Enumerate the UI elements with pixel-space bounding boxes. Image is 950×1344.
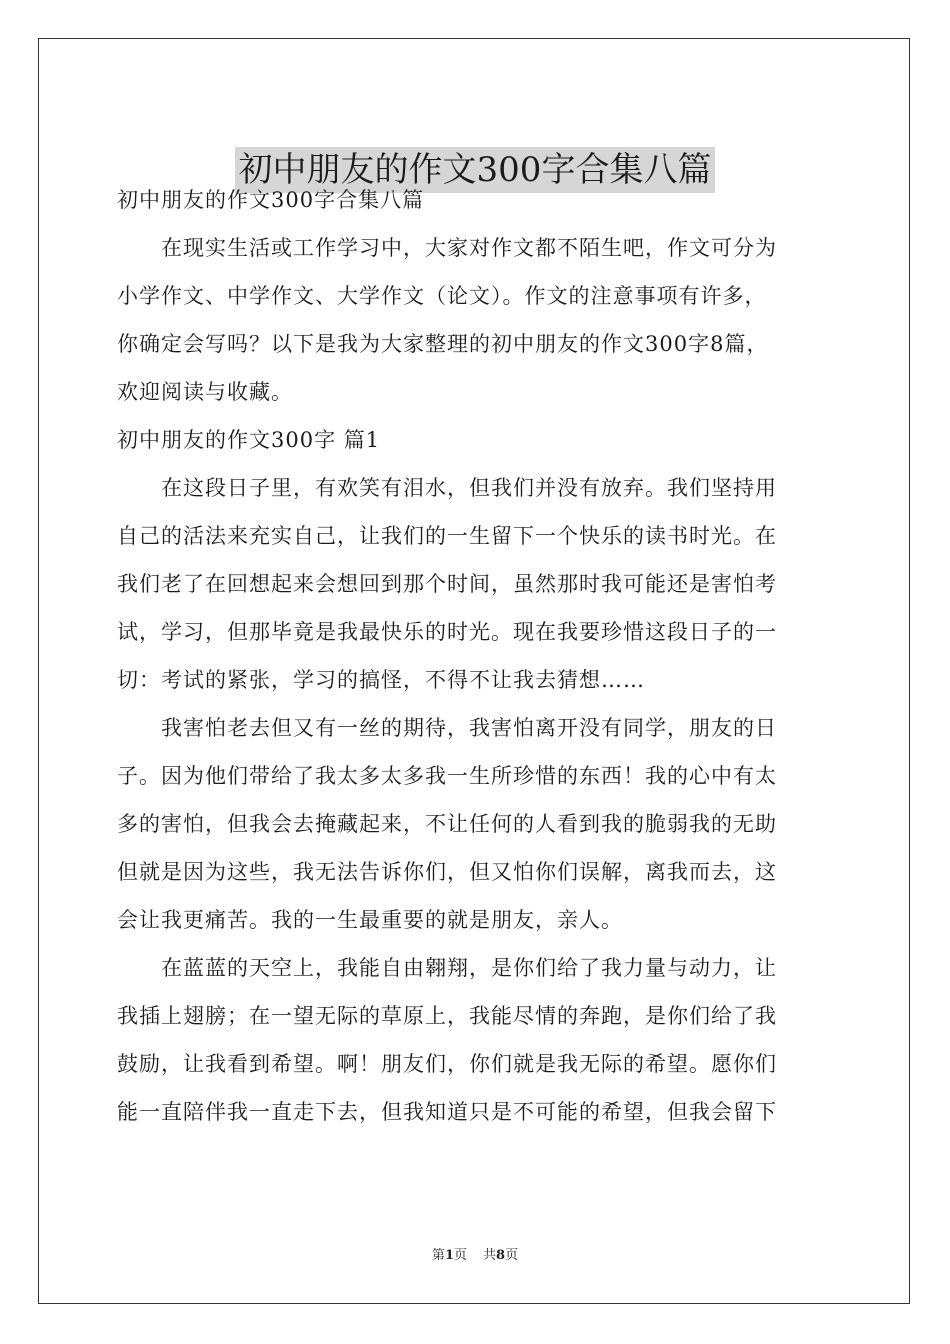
total-pages: 8: [496, 1248, 506, 1263]
paragraph-line: 我们老了在回想起来会想回到那个时间，虽然那时我可能还是害怕考: [117, 572, 777, 596]
paragraph-line: 多的害怕，但我会去掩藏起来，不让任何的人看到我的脆弱我的无助: [117, 812, 777, 836]
section-heading: 初中朋友的作文300字 篇1: [117, 428, 381, 452]
paragraph-line: 但就是因为这些，我无法告诉你们，但又怕你们误解，离我而去，这: [117, 860, 777, 884]
page-number: 1: [444, 1248, 454, 1263]
paragraph-line: 会让我更痛苦。我的一生最重要的就是朋友，亲人。: [117, 908, 623, 932]
subtitle-line: 初中朋友的作文300字合集八篇: [117, 188, 425, 212]
paragraph-line: 子。因为他们带给了我太多太多我一生所珍惜的东西！我的心中有太: [117, 764, 777, 788]
document-title: 初中朋友的作文300字合集八篇: [235, 147, 716, 193]
paragraph-line: 试，学习，但那毕竟是我最快乐的时光。现在我要珍惜这段日子的一: [117, 620, 777, 644]
paragraph-line: 欢迎阅读与收藏。: [117, 380, 293, 404]
paragraph-line: 自己的活法来充实自己，让我们的一生留下一个快乐的读书时光。在: [117, 524, 777, 548]
paragraph-line: 能一直陪伴我一直走下去，但我知道只是不可能的希望，但我会留下: [117, 1100, 777, 1124]
paragraph-line: 小学作文、中学作文、大学作文（论文）。作文的注意事项有许多，: [117, 284, 767, 308]
total-prefix: 共: [483, 1248, 497, 1263]
paragraph-line: 在蓝蓝的天空上，我能自由翱翔，是你们给了我力量与动力，让: [117, 956, 777, 980]
paragraph-line: 我害怕老去但又有一丝的期待，我害怕离开没有同学，朋友的日: [117, 716, 777, 740]
paragraph-line: 在这段日子里，有欢笑有泪水，但我们并没有放弃。我们坚持用: [117, 476, 777, 500]
page-suffix: 页: [453, 1248, 467, 1263]
paragraph-line: 鼓励，让我看到希望。啊！朋友们，你们就是我无际的希望。愿你们: [117, 1052, 777, 1076]
paragraph-line: 我插上翅膀；在一望无际的草原上，我能尽情的奔跑，是你们给了我: [117, 1004, 777, 1028]
page-footer: [0, 1246, 950, 1266]
paragraph-line: 在现实生活或工作学习中，大家对作文都不陌生吧，作文可分为: [117, 236, 777, 260]
document-body: [117, 176, 833, 1136]
paragraph-line: 你确定会写吗？以下是我为大家整理的初中朋友的作文300字8篇，: [117, 332, 769, 356]
paragraph-line: 切：考试的紧张，学习的搞怪，不得不让我去猜想……: [117, 668, 645, 692]
page-prefix: 第: [431, 1248, 445, 1263]
total-suffix: 页: [505, 1248, 519, 1263]
